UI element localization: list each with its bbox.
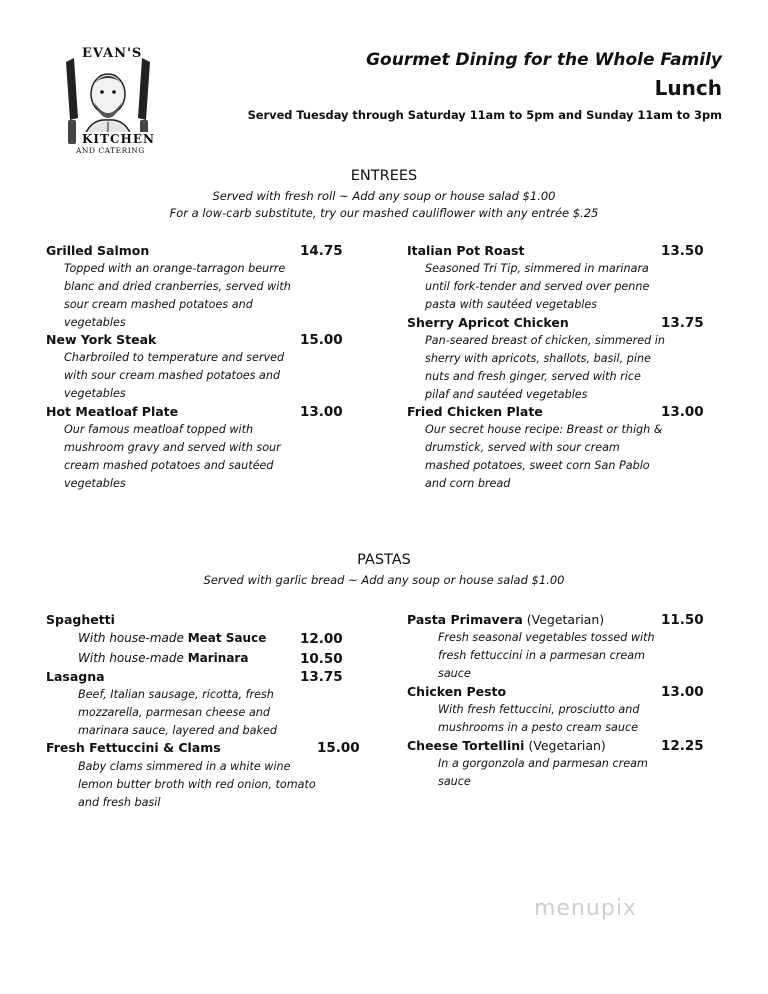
menu-item-name: Fried Chicken Plate <box>407 404 543 419</box>
menu-item-name: Sherry Apricot Chicken <box>407 315 569 330</box>
vegetarian-tag: (Vegetarian) <box>522 612 605 627</box>
spaghetti-option-meat-sauce <box>78 631 266 645</box>
menu-item-price: 15.00 <box>300 332 343 348</box>
vegetarian-tag: (Vegetarian) <box>524 738 606 753</box>
item-title: Cheese Tortellini <box>407 738 525 753</box>
entrees-note-lowcarb: For a low-carb substitute, try our mashed cauliflower with any entrée $.25 <box>169 206 599 220</box>
menu-item-price: 13.00 <box>661 404 704 420</box>
menu-item-name: Italian Pot Roast <box>407 243 525 258</box>
menu-item-description: In a gorgonzola and parmesan cream sauce <box>438 757 648 788</box>
menu-item-price: 15.00 <box>317 740 360 756</box>
menu-item-description: Charbroiled to temperature and served with sour cream mashed potatoes and vegetables <box>64 351 285 400</box>
restaurant-tagline: Gourmet Dining for the Whole Family <box>366 50 722 70</box>
menu-item-price: 13.00 <box>300 404 343 420</box>
spaghetti-option-marinara <box>78 651 248 665</box>
menu-item-description: Beef, Italian sausage, ricotta, fresh mozzarella, parmesan cheese and marinara sauce, layered and baked <box>78 688 277 737</box>
menupix-watermark: menupix <box>534 896 637 921</box>
menu-item-price: 10.50 <box>300 651 343 667</box>
option-name: Marinara <box>187 651 249 665</box>
logo-bottom-text: AND CATERING <box>76 146 145 155</box>
menu-item-name: Lasagna <box>46 669 105 684</box>
menu-item-price: 12.00 <box>300 631 343 647</box>
menu-item-name: Chicken Pesto <box>407 684 507 699</box>
pastas-heading: PASTAS <box>357 552 411 568</box>
entrees-heading: ENTREES <box>350 168 418 184</box>
menu-item-description: Our famous meatloaf topped with mushroom gravy and served with sour cream mashed potatoes and sautéed vegetables <box>64 423 281 490</box>
menu-item-price: 13.75 <box>300 669 343 685</box>
menu-item-price: 13.50 <box>661 243 704 259</box>
menu-item-name: Spaghetti <box>46 612 115 627</box>
menu-item-price: 14.75 <box>300 243 343 259</box>
menu-item-description: Topped with an orange-tarragon beurre blanc and dried cranberries, served with sour cream mashed potatoes and vegetables <box>64 262 291 329</box>
logo-side-text: KITCHEN <box>82 132 155 146</box>
option-name: Meat Sauce <box>187 631 267 645</box>
menu-item-price: 13.75 <box>661 315 704 331</box>
menu-item-name: Fresh Fettuccini & Clams <box>46 740 221 755</box>
option-prefix: With house-made <box>78 651 188 665</box>
service-hours: Served Tuesday through Saturday 11am to 5pm and Sunday 11am to 3pm <box>247 108 722 122</box>
menu-item-name: New York Steak <box>46 332 157 347</box>
menu-item-price: 11.50 <box>661 612 704 628</box>
menu-item-description: With fresh fettuccini, prosciutto and mushrooms in a pesto cream sauce <box>438 703 640 734</box>
meal-title: Lunch <box>654 76 722 100</box>
pastas-note: Served with garlic bread ~ Add any soup or house salad $1.00 <box>203 573 565 587</box>
option-prefix: With house-made <box>78 631 188 645</box>
menu-item-description: Fresh seasonal vegetables tossed with fresh fettuccini in a parmesan cream sauce <box>438 631 655 680</box>
menu-item-price: 12.25 <box>661 738 704 754</box>
menu-item-name <box>407 738 606 753</box>
evans-kitchen-logo <box>52 48 164 160</box>
menu-item-description: Seasoned Tri Tip, simmered in marinara until fork-tender and served over penne pasta with sautéed vegetables <box>425 262 650 311</box>
menu-item-price: 13.00 <box>661 684 704 700</box>
menu-item-description: Baby clams simmered in a white wine lemon butter broth with red onion, tomato and fresh basil <box>78 760 316 809</box>
logo-top-text: EVAN'S <box>82 46 143 61</box>
menu-item-description: Pan-seared breast of chicken, simmered in sherry with apricots, shallots, basil, pine nuts and fresh ginger, served with rice pilaf and sautéed vegetables <box>425 334 666 401</box>
item-title: Pasta Primavera <box>407 612 523 627</box>
menu-item-description: Our secret house recipe: Breast or thigh & drumstick, served with sour cream mashed potatoes, sweet corn San Pablo and corn bread <box>425 423 663 490</box>
menu-item-name <box>407 612 604 627</box>
menu-item-name: Hot Meatloaf Plate <box>46 404 179 419</box>
entrees-note-roll: Served with fresh roll ~ Add any soup or house salad $1.00 <box>212 189 556 203</box>
menu-item-name: Grilled Salmon <box>46 243 150 258</box>
